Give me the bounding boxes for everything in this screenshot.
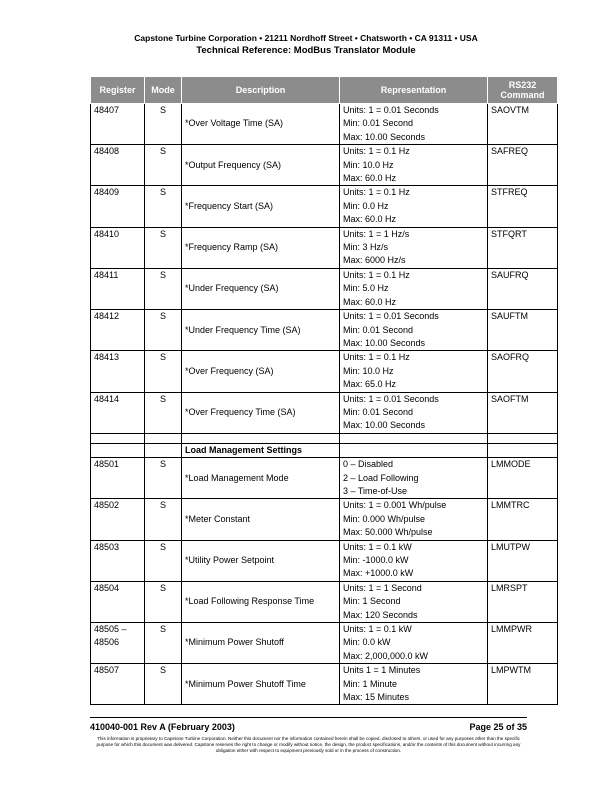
table-row: [91, 104, 558, 145]
description-cell: *Over Voltage Time (SA): [182, 104, 340, 145]
table-row: [91, 310, 558, 351]
representation-line: Units: 1 = 0.01 Seconds: [343, 311, 439, 322]
table-row: [91, 227, 558, 268]
representation-line: Max: 10.00 Seconds: [343, 131, 426, 142]
representation-cell: [340, 392, 488, 433]
representation-line: Max: 2,000,000.0 kW: [343, 650, 429, 661]
representation-line: Max: +1000.0 kW: [343, 568, 414, 579]
description-cell: *Over Frequency (SA): [182, 351, 340, 392]
col-header-representation: Representation: [340, 77, 488, 104]
representation-line: Max: 10.00 Seconds: [343, 337, 426, 348]
representation-line: Max: 6000 Hz/s: [343, 255, 406, 266]
register-table: [90, 76, 558, 705]
section-row: [91, 443, 558, 457]
representation-line: Min: 0.0 Hz: [343, 200, 389, 211]
mode-cell: S: [145, 392, 182, 433]
command-cell: LMRSPT: [488, 581, 558, 622]
mode-cell: S: [145, 145, 182, 186]
table-row: [91, 458, 558, 499]
table-row: [91, 145, 558, 186]
table-spacer: [91, 433, 558, 457]
table-row: [91, 581, 558, 622]
command-cell: STFREQ: [488, 186, 558, 227]
blank-row: [91, 433, 558, 443]
representation-line: Units: 1 = 0.001 Wh/pulse: [343, 500, 447, 511]
representation-line: 0 – Disabled: [343, 459, 394, 470]
col-header-mode: Mode: [145, 77, 182, 104]
command-cell: SAOFRQ: [488, 351, 558, 392]
table-row: [91, 186, 558, 227]
mode-cell: S: [145, 499, 182, 540]
description-cell: *Under Frequency (SA): [182, 268, 340, 309]
representation-line: Units: 1 = 0.1 Hz: [343, 352, 410, 363]
representation-line: 2 – Load Following: [343, 472, 419, 483]
command-cell: SAOFTM: [488, 392, 558, 433]
representation-line: Units 1 = 1 Minutes: [343, 665, 421, 676]
register-cell: 48413: [91, 351, 145, 392]
command-cell: SAUFTM: [488, 310, 558, 351]
header-document-title: Technical Reference: ModBus Translator Module: [196, 45, 416, 56]
register-cell: 48410: [91, 227, 145, 268]
register-cell: 48411: [91, 268, 145, 309]
representation-line: Min: 5.0 Hz: [343, 283, 389, 294]
representation-line: Max: 120 Seconds: [343, 609, 418, 620]
representation-line: Min: 0.000 Wh/pulse: [343, 513, 426, 524]
representation-line: Max: 65.0 Hz: [343, 379, 397, 390]
mode-cell: S: [145, 623, 182, 664]
representation-line: Min: 1 Second: [343, 596, 401, 607]
description-cell: *Output Frequency (SA): [182, 145, 340, 186]
register-cell: 48407: [91, 104, 145, 145]
footer-page-number: Page 25 of 35: [469, 722, 527, 732]
command-cell: LMMODE: [488, 458, 558, 499]
mode-cell: S: [145, 227, 182, 268]
command-cell: SAFREQ: [488, 145, 558, 186]
description-cell: *Utility Power Setpoint: [182, 540, 340, 581]
col-header-description: Description: [182, 77, 340, 104]
representation-line: Units: 1 = 0.01 Seconds: [343, 105, 439, 115]
representation-line: Max: 60.0 Hz: [343, 214, 397, 225]
description-cell: *Meter Constant: [182, 499, 340, 540]
representation-line: Max: 15 Minutes: [343, 692, 410, 703]
register-cell: 48505 – 48506: [91, 623, 145, 664]
representation-line: Max: 60.0 Hz: [343, 173, 397, 184]
register-cell: 48503: [91, 540, 145, 581]
table-row: [91, 268, 558, 309]
section-title: Load Management Settings: [182, 443, 340, 457]
description-cell: *Over Frequency Time (SA): [182, 392, 340, 433]
table-row: [91, 664, 558, 705]
footer-rule: [90, 717, 527, 718]
command-cell: LMMTRC: [488, 499, 558, 540]
register-cell: 48408: [91, 145, 145, 186]
representation-cell: [340, 623, 488, 664]
representation-cell: [340, 664, 488, 705]
representation-cell: [340, 186, 488, 227]
mode-cell: S: [145, 186, 182, 227]
description-cell: *Minimum Power Shutoff Time: [182, 664, 340, 705]
mode-cell: S: [145, 310, 182, 351]
register-cell: 48409: [91, 186, 145, 227]
representation-line: Units: 1 = 0.1 Hz: [343, 269, 410, 280]
description-cell: *Load Management Mode: [182, 458, 340, 499]
representation-line: Units: 1 = 0.01 Seconds: [343, 393, 439, 404]
description-cell: *Minimum Power Shutoff: [182, 623, 340, 664]
register-cell: 48412: [91, 310, 145, 351]
col-header-register: Register: [91, 77, 145, 104]
command-cell: LMPWTM: [488, 664, 558, 705]
representation-line: Min: 0.0 kW: [343, 637, 391, 648]
command-cell: LMMPWR: [488, 623, 558, 664]
representation-line: Units: 1 = 1 Hz/s: [343, 228, 410, 239]
representation-line: Units: 1 = 0.1 kW: [343, 624, 412, 635]
representation-cell: [340, 310, 488, 351]
representation-line: Units: 1 = 0.1 kW: [343, 541, 412, 552]
representation-line: Units: 1 = 0.1 Hz: [343, 187, 410, 198]
representation-line: Min: 0.01 Second: [343, 406, 414, 417]
footer-disclaimer: This information is proprietary to Capstone Turbine Corporation. Neither this document nor the information contained herein shall be copied, disclosed to others, or used for any purposes other than the specific purpose for which this document was delivered. Capstone reserves the right to change or modify without notice, the design, the product specifications, and/or the contents of this document without incurring any obligation either with respect to equipment previously sold or in the process of construction.: [96, 736, 521, 753]
command-cell: STFQRT: [488, 227, 558, 268]
representation-line: Min: 0.01 Second: [343, 118, 414, 129]
representation-cell: [340, 458, 488, 499]
representation-line: 3 – Time-of-Use: [343, 485, 408, 496]
register-cell: 48414: [91, 392, 145, 433]
mode-cell: S: [145, 351, 182, 392]
command-cell: SAUFRQ: [488, 268, 558, 309]
representation-cell: [340, 499, 488, 540]
representation-line: Units: 1 = 1 Second: [343, 582, 422, 593]
register-cell: 48501: [91, 458, 145, 499]
col-header-command: RS232 Command: [488, 77, 558, 104]
description-cell: *Load Following Response Time: [182, 581, 340, 622]
mode-cell: S: [145, 458, 182, 499]
representation-cell: [340, 145, 488, 186]
register-cell: 48504: [91, 581, 145, 622]
mode-cell: S: [145, 581, 182, 622]
representation-cell: [340, 104, 488, 145]
representation-line: Min: -1000.0 kW: [343, 555, 409, 565]
representation-line: Units: 1 = 0.1 Hz: [343, 146, 410, 157]
mode-cell: S: [145, 104, 182, 145]
command-cell: LMUTPW: [488, 540, 558, 581]
table-row: [91, 392, 558, 433]
description-cell: *Frequency Ramp (SA): [182, 227, 340, 268]
table-header: [91, 77, 558, 104]
representation-line: Min: 10.0 Hz: [343, 365, 394, 376]
mode-cell: S: [145, 268, 182, 309]
representation-line: Min: 0.01 Second: [343, 324, 414, 335]
table-body-load-management: [91, 458, 558, 705]
representation-line: Max: 10.00 Seconds: [343, 420, 426, 431]
mode-cell: S: [145, 540, 182, 581]
representation-cell: [340, 227, 488, 268]
header-company-line: Capstone Turbine Corporation • 21211 Nordhoff Street • Chatsworth • CA 91311 • USA: [134, 33, 478, 43]
description-cell: *Under Frequency Time (SA): [182, 310, 340, 351]
representation-line: Max: 60.0 Hz: [343, 296, 397, 307]
mode-cell: S: [145, 664, 182, 705]
representation-line: Min: 3 Hz/s: [343, 242, 389, 253]
representation-cell: [340, 268, 488, 309]
representation-cell: [340, 540, 488, 581]
table-row: [91, 540, 558, 581]
register-cell: 48507: [91, 664, 145, 705]
representation-line: Max: 50.000 Wh/pulse: [343, 527, 433, 538]
command-cell: SAOVTM: [488, 104, 558, 145]
footer-doc-id: 410040-001 Rev A (February 2003): [90, 722, 235, 732]
representation-cell: [340, 581, 488, 622]
register-cell: 48502: [91, 499, 145, 540]
representation-cell: [340, 351, 488, 392]
representation-line: Min: 10.0 Hz: [343, 159, 394, 170]
table-row: [91, 351, 558, 392]
table-body-voltage-frequency: [91, 104, 558, 434]
representation-line: Min: 1 Minute: [343, 678, 398, 689]
table-row: [91, 623, 558, 664]
table-row: [91, 499, 558, 540]
description-cell: *Frequency Start (SA): [182, 186, 340, 227]
